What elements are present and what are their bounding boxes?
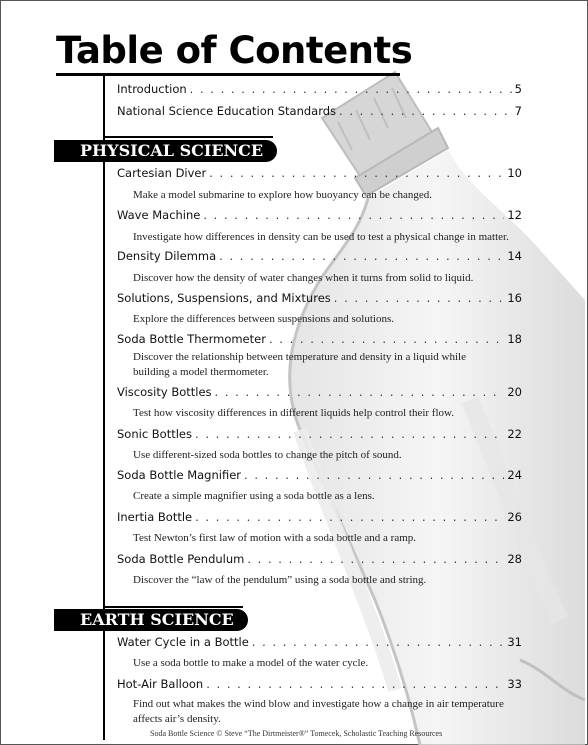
dot-leader — [339, 104, 512, 118]
toc-entry-title: National Science Education Standards — [117, 104, 337, 118]
dot-leader — [195, 427, 504, 441]
toc-entry-page: 16 — [507, 291, 522, 305]
toc-entry-page: 12 — [507, 208, 522, 222]
toc-entry-title: Soda Bottle Magnifier — [117, 468, 242, 482]
toc-entry[interactable] — [117, 427, 522, 441]
dot-leader — [244, 468, 504, 482]
toc-entry[interactable] — [117, 385, 522, 399]
toc-entry-description: Create a simple magnifier using a soda bottle as a lens. — [133, 490, 375, 502]
toc-entry-description: Explore the differences between suspensions and solutions. — [133, 313, 394, 325]
toc-entry-title: Soda Bottle Pendulum — [117, 552, 245, 566]
dot-leader — [252, 635, 505, 649]
toc-entry-description: Make a model submarine to explore how buoyancy can be changed. — [133, 189, 433, 201]
toc-entry-title: Water Cycle in a Bottle — [117, 635, 249, 649]
toc-entry-page: 22 — [507, 427, 522, 441]
section-rule — [103, 136, 273, 138]
toc-entry-description: Use different-sized soda bottles to change the pitch of sound. — [133, 449, 402, 461]
dot-leader — [269, 332, 504, 346]
dot-leader — [247, 552, 504, 566]
dot-leader — [219, 249, 504, 263]
dot-leader — [206, 677, 504, 691]
toc-entry-description: Discover the relationship between temperature and density in a liquid while building a model thermometer. — [133, 351, 466, 378]
toc-entry[interactable] — [117, 208, 522, 222]
toc-entry[interactable] — [117, 82, 522, 96]
toc-entry[interactable] — [117, 291, 522, 305]
toc-entry-title: Wave Machine — [117, 208, 201, 222]
toc-entry-description: Test Newton’s first law of motion with a soda bottle and a ramp. — [133, 532, 417, 544]
toc-entry[interactable] — [117, 468, 522, 482]
section-heading-earth-science: EARTH SCIENCE — [54, 609, 248, 631]
toc-entry-page: 10 — [507, 166, 522, 180]
page-footer: Soda Bottle Science © Steve “The Dirtmeister®” Tomecek, Scholastic Teaching Resources — [150, 729, 443, 738]
toc-entry-page: 24 — [507, 468, 522, 482]
dot-leader — [203, 208, 504, 222]
toc-entry-description: Discover the “law of the pendulum” using a soda bottle and string. — [133, 574, 427, 586]
dot-leader — [215, 385, 505, 399]
toc-entry[interactable] — [117, 510, 522, 524]
toc-entry-title: Hot-Air Balloon — [117, 677, 204, 691]
section-rule — [103, 606, 243, 608]
toc-entry[interactable] — [117, 552, 522, 566]
toc-entry[interactable] — [117, 166, 522, 180]
toc-entry-title: Introduction — [117, 82, 187, 96]
toc-entry-page: 7 — [514, 104, 522, 118]
toc-entry-page: 26 — [507, 510, 522, 524]
toc-entry-title: Cartesian Diver — [117, 166, 207, 180]
dot-leader — [334, 291, 505, 305]
toc-entry-description: Use a soda bottle to make a model of the water cycle. — [133, 657, 369, 669]
title-underline — [56, 73, 400, 76]
toc-entry-title: Viscosity Bottles — [117, 385, 212, 399]
left-vertical-rule — [103, 73, 105, 740]
toc-entry-title: Density Dilemma — [117, 249, 217, 263]
toc-entry[interactable] — [117, 677, 522, 691]
toc-entry-title: Soda Bottle Thermometer — [117, 332, 266, 346]
toc-entry[interactable] — [117, 104, 522, 118]
toc-entry-page: 33 — [507, 677, 522, 691]
toc-entry-description: Discover how the density of water changes when it turns from solid to liquid. — [133, 272, 474, 284]
toc-entry-page: 14 — [507, 249, 522, 263]
toc-entry-page: 20 — [507, 385, 522, 399]
toc-entry[interactable] — [117, 332, 522, 346]
toc-entry-description: Investigate how differences in density can be used to test a physical change in matter. — [133, 231, 509, 243]
toc-entry-page: 31 — [507, 635, 522, 649]
toc-entry-description: Find out what makes the wind blow and investigate how a change in air temperature affects air’s density. — [133, 698, 504, 725]
dot-leader — [209, 166, 504, 180]
toc-entry-page: 18 — [507, 332, 522, 346]
section-heading-physical-science: PHYSICAL SCIENCE — [54, 140, 277, 162]
toc-entry-title: Solutions, Suspensions, and Mixtures — [117, 291, 331, 305]
toc-entry-description: Test how viscosity differences in different liquids help control their flow. — [133, 407, 455, 419]
toc-entry-page: 28 — [507, 552, 522, 566]
toc-entry-title: Sonic Bottles — [117, 427, 193, 441]
dot-leader — [195, 510, 504, 524]
page-title: Table of Contents — [56, 29, 413, 72]
toc-entry[interactable] — [117, 635, 522, 649]
toc-entry-page: 5 — [514, 82, 522, 96]
toc-entry-title: Inertia Bottle — [117, 510, 193, 524]
dot-leader — [190, 82, 512, 96]
toc-entry[interactable] — [117, 249, 522, 263]
